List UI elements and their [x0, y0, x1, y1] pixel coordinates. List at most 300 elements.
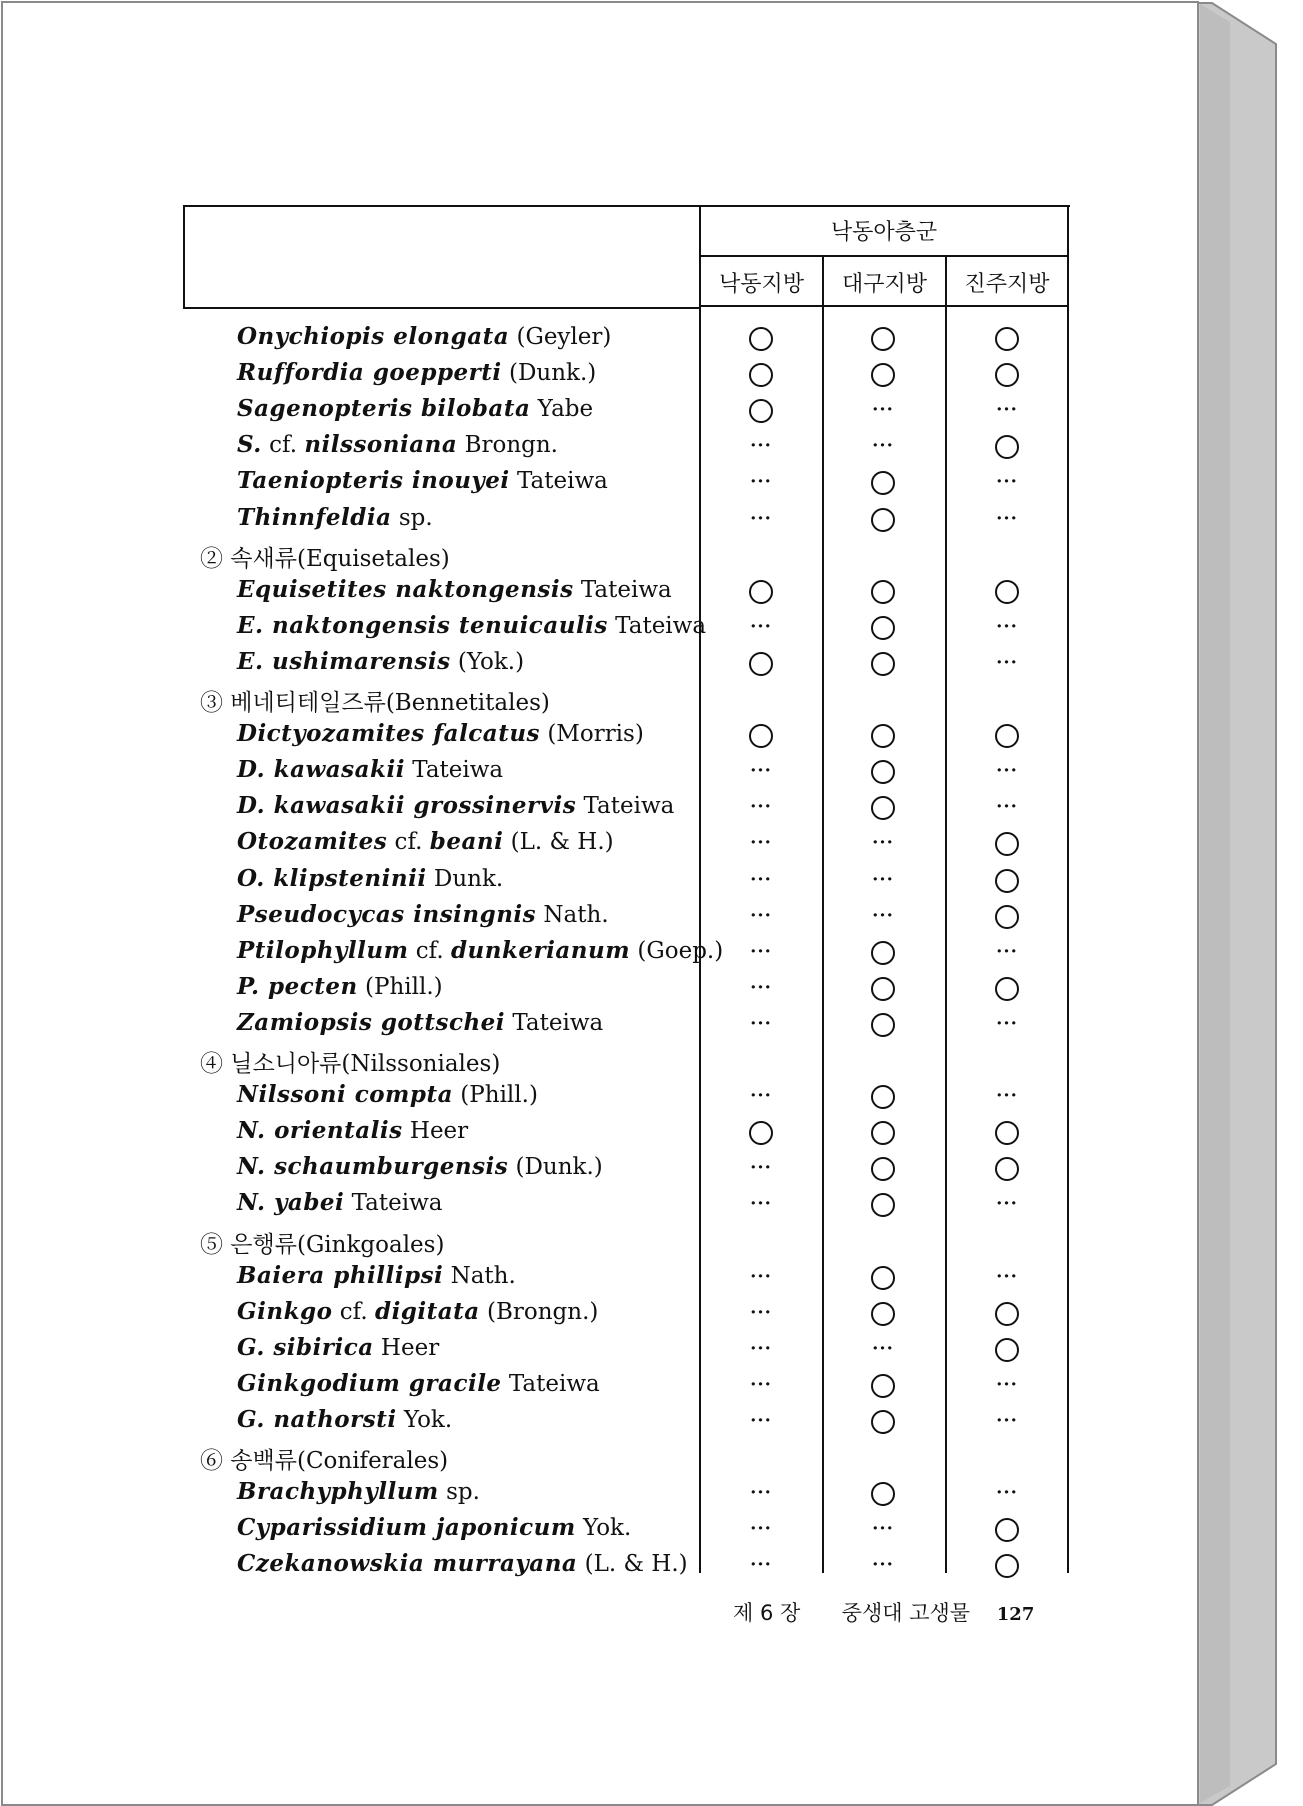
ellipsis-icon: ··· — [996, 1482, 1018, 1504]
species-name-italic: G. sibirica — [237, 1333, 374, 1361]
present-circle-icon — [863, 359, 903, 393]
species-name-italic: beani — [429, 828, 504, 856]
table-row — [183, 790, 1070, 826]
ellipsis-icon: ··· — [750, 976, 772, 998]
ellipsis-icon: ··· — [996, 796, 1018, 818]
section-label: ③ 베네티테일즈류(Bennetitales) — [200, 690, 550, 716]
absent-dots-icon — [987, 792, 1027, 822]
ellipsis-icon: ··· — [872, 1554, 894, 1576]
present-circle-icon — [741, 323, 781, 357]
absent-dots-icon — [987, 1406, 1027, 1436]
species-name-text: cf. — [408, 937, 451, 964]
species-name — [237, 1298, 598, 1325]
present-circle-icon — [987, 576, 1027, 610]
ellipsis-icon: ··· — [750, 868, 772, 890]
present-circle-icon — [741, 648, 781, 682]
table-row — [183, 718, 1070, 754]
absent-dots-icon — [741, 792, 781, 822]
species-name-text: Nath. — [536, 901, 609, 928]
page-footer — [733, 1597, 1034, 1627]
species-name-text: Brongn. — [457, 432, 558, 459]
circle-icon — [995, 327, 1019, 351]
ellipsis-icon: ··· — [750, 507, 772, 529]
absent-dots-icon — [987, 612, 1027, 642]
table-row — [183, 357, 1070, 393]
ellipsis-icon: ··· — [750, 1012, 772, 1034]
species-name — [237, 937, 723, 964]
species-name-italic: Taeniopteris inouyei — [237, 467, 510, 495]
present-circle-icon — [863, 612, 903, 646]
species-name-italic: G. nathorsti — [237, 1406, 397, 1433]
ellipsis-icon: ··· — [750, 1193, 772, 1215]
absent-dots-icon — [741, 1370, 781, 1400]
ellipsis-icon: ··· — [996, 615, 1018, 637]
table-row — [183, 429, 1070, 465]
table-row — [183, 1115, 1070, 1151]
species-name — [237, 720, 644, 747]
circle-icon — [995, 724, 1019, 748]
circle-icon — [871, 652, 895, 676]
species-name-italic: Sagenopteris bilobata — [237, 395, 531, 423]
ellipsis-icon: ··· — [750, 940, 772, 962]
species-name-text: (L. & H.) — [577, 1551, 688, 1578]
species-name-text: (L. & H.) — [503, 829, 614, 856]
table-row — [183, 899, 1070, 935]
species-name-italic: N. schaumburgensis — [237, 1153, 509, 1181]
absent-dots-icon — [987, 504, 1027, 534]
species-name-italic: N. yabei — [237, 1189, 345, 1217]
present-circle-icon — [987, 973, 1027, 1007]
species-name-italic: Ginkgodium gracile — [237, 1369, 502, 1397]
circle-icon — [871, 471, 895, 495]
absent-dots-icon — [741, 1262, 781, 1292]
ellipsis-icon: ··· — [750, 796, 772, 818]
present-circle-icon — [863, 937, 903, 971]
circle-icon — [871, 1482, 895, 1506]
species-name — [237, 323, 611, 350]
species-name-text: sp. — [391, 504, 433, 531]
species-name — [237, 1153, 603, 1180]
absent-dots-icon — [987, 1478, 1027, 1508]
ellipsis-icon: ··· — [750, 1554, 772, 1576]
circle-icon — [871, 1302, 895, 1326]
ellipsis-icon: ··· — [750, 832, 772, 854]
circle-icon — [995, 1157, 1019, 1181]
absent-dots-icon — [741, 612, 781, 642]
circle-icon — [995, 1518, 1019, 1542]
absent-dots-icon — [741, 1478, 781, 1508]
ellipsis-icon: ··· — [872, 1337, 894, 1359]
species-name-italic: dunkerianum — [450, 936, 631, 964]
header-group: 낙동아층군 — [830, 220, 938, 245]
species-name-text: Tateiwa — [576, 793, 675, 820]
section-label: ② 속새류(Equisetales) — [200, 545, 450, 572]
species-name-italic: Onychiopis elongata — [237, 323, 510, 350]
present-circle-icon — [987, 865, 1027, 899]
species-name-text: Tateiwa — [501, 1370, 600, 1397]
circle-icon — [871, 1085, 895, 1109]
species-name-text: Heer — [402, 1118, 469, 1145]
circle-icon — [995, 1121, 1019, 1145]
header-col-1: 낙동지방 — [718, 272, 804, 297]
present-circle-icon — [987, 359, 1027, 393]
ellipsis-icon: ··· — [750, 1482, 772, 1504]
present-circle-icon — [987, 901, 1027, 935]
species-name — [237, 1262, 516, 1289]
present-circle-icon — [863, 1406, 903, 1440]
table-row — [183, 465, 1070, 501]
species-name-italic: S. — [237, 431, 262, 459]
absent-dots-icon — [987, 467, 1027, 497]
circle-icon — [995, 1302, 1019, 1326]
circle-icon — [871, 508, 895, 532]
absent-dots-icon — [863, 431, 903, 461]
circle-icon — [995, 905, 1019, 929]
absent-dots-icon — [863, 1514, 903, 1544]
circle-icon — [749, 1121, 773, 1145]
absent-dots-icon — [987, 395, 1027, 425]
species-name-text: Tateiwa — [607, 612, 707, 639]
table-left-rule — [183, 205, 185, 309]
species-name-italic: D. kawasakii — [237, 756, 405, 784]
species-name-text: (Yok.) — [450, 648, 525, 675]
circle-icon — [749, 580, 773, 604]
present-circle-icon — [741, 576, 781, 610]
circle-icon — [871, 616, 895, 640]
circle-icon — [995, 1554, 1019, 1578]
absent-dots-icon — [863, 901, 903, 931]
ellipsis-icon: ··· — [996, 1085, 1018, 1107]
present-circle-icon — [863, 973, 903, 1007]
species-name-text: Yok. — [396, 1407, 453, 1433]
table-row — [183, 574, 1070, 610]
species-name — [237, 1009, 603, 1036]
species-name-text: (Geyler) — [509, 324, 612, 350]
table-top-rule — [183, 205, 1070, 207]
table-row — [183, 1260, 1070, 1296]
present-circle-icon — [863, 1370, 903, 1404]
present-circle-icon — [987, 828, 1027, 862]
species-name-italic: Cyparissidium japonicum — [237, 1514, 576, 1542]
absent-dots-icon — [741, 828, 781, 858]
absent-dots-icon — [741, 1406, 781, 1436]
species-name-italic: D. kawasakii grossinervis — [237, 792, 577, 820]
present-circle-icon — [863, 467, 903, 501]
absent-dots-icon — [987, 1009, 1027, 1039]
circle-icon — [871, 363, 895, 387]
table-row — [183, 1296, 1070, 1332]
circle-icon — [871, 1193, 895, 1217]
present-circle-icon — [863, 792, 903, 826]
species-name-italic: Dictyozamites falcatus — [237, 720, 541, 748]
ellipsis-icon: ··· — [750, 904, 772, 926]
present-circle-icon — [987, 720, 1027, 754]
species-name — [237, 1550, 688, 1577]
species-name — [237, 504, 433, 531]
absent-dots-icon — [741, 467, 781, 497]
species-name-text: (Goep.) — [630, 937, 724, 964]
present-circle-icon — [863, 1189, 903, 1223]
present-circle-icon — [863, 1262, 903, 1296]
present-circle-icon — [987, 323, 1027, 357]
ellipsis-icon: ··· — [996, 1373, 1018, 1395]
species-name-text: cf. — [332, 1298, 375, 1325]
absent-dots-icon — [863, 865, 903, 895]
species-name — [237, 756, 503, 783]
circle-icon — [871, 760, 895, 784]
species-name-text: Yabe — [530, 396, 594, 423]
present-circle-icon — [863, 504, 903, 538]
header-col-2: 대구지방 — [841, 272, 927, 297]
ellipsis-icon: ··· — [750, 1301, 772, 1323]
species-name — [237, 1478, 480, 1505]
circle-icon — [871, 796, 895, 820]
species-name-italic: Baiera phillipsi — [237, 1261, 444, 1289]
table-row — [183, 1512, 1070, 1548]
ellipsis-icon: ··· — [872, 435, 894, 457]
species-name-italic: Otozamites — [237, 828, 388, 856]
absent-dots-icon — [741, 1189, 781, 1219]
species-name — [237, 1081, 538, 1108]
table-row — [183, 646, 1070, 682]
present-circle-icon — [987, 1298, 1027, 1332]
circle-icon — [871, 327, 895, 351]
species-name — [237, 395, 593, 422]
circle-icon — [749, 399, 773, 423]
table-row — [183, 1548, 1070, 1584]
ellipsis-icon: ··· — [750, 471, 772, 493]
absent-dots-icon — [741, 901, 781, 931]
table-row — [183, 1368, 1070, 1404]
ellipsis-icon: ··· — [996, 1265, 1018, 1287]
circle-icon — [749, 724, 773, 748]
ellipsis-icon: ··· — [996, 760, 1018, 782]
absent-dots-icon — [741, 1081, 781, 1111]
circle-icon — [995, 832, 1019, 856]
absent-dots-icon — [741, 1334, 781, 1364]
species-name — [237, 1189, 443, 1216]
species-name-text: (Phill.) — [357, 973, 443, 1000]
ellipsis-icon: ··· — [750, 1265, 772, 1287]
absent-dots-icon — [741, 1298, 781, 1328]
circle-icon — [995, 363, 1019, 387]
table-row — [183, 321, 1070, 357]
species-name-text: Nath. — [443, 1262, 516, 1289]
absent-dots-icon — [741, 973, 781, 1003]
present-circle-icon — [987, 431, 1027, 465]
species-name-italic: O. klipsteninii — [237, 864, 427, 892]
section-row — [183, 1440, 1070, 1476]
circle-icon — [871, 1013, 895, 1037]
species-name-text: (Brongn.) — [479, 1298, 599, 1325]
species-name-italic: Czekanowskia murrayana — [237, 1550, 578, 1578]
species-name-text: (Dunk.) — [508, 1154, 603, 1181]
present-circle-icon — [863, 576, 903, 610]
absent-dots-icon — [741, 1550, 781, 1580]
present-circle-icon — [863, 720, 903, 754]
ellipsis-icon: ··· — [996, 1012, 1018, 1034]
ellipsis-icon: ··· — [996, 399, 1018, 421]
species-name-italic: Brachyphyllum — [237, 1478, 439, 1506]
present-circle-icon — [987, 1153, 1027, 1187]
circle-icon — [749, 363, 773, 387]
species-name — [237, 973, 443, 1000]
species-name-italic: Pseudocycas insingnis — [237, 900, 537, 928]
present-circle-icon — [987, 1514, 1027, 1548]
present-circle-icon — [863, 1009, 903, 1043]
ellipsis-icon: ··· — [750, 1410, 772, 1431]
species-name — [237, 612, 706, 639]
present-circle-icon — [863, 1153, 903, 1187]
species-name-text: Dunk. — [426, 865, 504, 892]
circle-icon — [871, 1410, 895, 1434]
species-name-italic: Ruffordia goepperti — [237, 359, 502, 387]
present-circle-icon — [741, 720, 781, 754]
species-name — [237, 1370, 600, 1397]
table-row — [183, 1079, 1070, 1115]
species-name-text: (Phill.) — [453, 1082, 538, 1109]
species-name — [237, 467, 608, 494]
absent-dots-icon — [863, 828, 903, 858]
species-name — [237, 1406, 452, 1433]
species-name-text: Tateiwa — [505, 1009, 604, 1036]
species-name-text: (Dunk.) — [501, 360, 597, 387]
absent-dots-icon — [987, 648, 1027, 678]
absent-dots-icon — [987, 1262, 1027, 1292]
absent-dots-icon — [741, 431, 781, 461]
species-name — [237, 431, 558, 458]
species-name-text: Tateiwa — [509, 468, 608, 495]
circle-icon — [871, 977, 895, 1001]
header-bottom-rule-right — [699, 305, 1069, 307]
table-row — [183, 1007, 1070, 1043]
species-name-italic: Ginkgo — [237, 1297, 333, 1325]
absent-dots-icon — [741, 865, 781, 895]
footer-chapter: 제 6 장 — [733, 1601, 801, 1625]
circle-icon — [749, 652, 773, 676]
ellipsis-icon: ··· — [750, 1518, 772, 1540]
present-circle-icon — [741, 359, 781, 393]
species-name — [237, 828, 614, 855]
table-row — [183, 863, 1070, 899]
present-circle-icon — [863, 756, 903, 790]
circle-icon — [995, 435, 1019, 459]
species-name-text: Tateiwa — [344, 1190, 443, 1217]
section-label: ⑤ 은행류(Ginkgoales) — [200, 1231, 445, 1258]
species-name-text: Heer — [373, 1334, 440, 1361]
present-circle-icon — [987, 1117, 1027, 1151]
ellipsis-icon: ··· — [996, 507, 1018, 529]
ellipsis-icon: ··· — [872, 904, 894, 926]
present-circle-icon — [863, 648, 903, 682]
section-row — [183, 682, 1070, 718]
present-circle-icon — [987, 1550, 1027, 1584]
table-row — [183, 935, 1070, 971]
species-name-italic: Nilssoni compta — [237, 1081, 453, 1109]
section-row — [183, 1224, 1070, 1260]
species-name-text: sp. — [438, 1479, 480, 1506]
species-name-italic: E. naktongensis tenuicaulis — [237, 611, 608, 639]
table-row — [183, 1151, 1070, 1187]
table-row — [183, 754, 1070, 790]
circle-icon — [995, 977, 1019, 1001]
absent-dots-icon — [987, 1370, 1027, 1400]
species-name-italic: Ptilophyllum — [237, 936, 409, 964]
absent-dots-icon — [741, 1514, 781, 1544]
ellipsis-icon: ··· — [996, 940, 1018, 962]
ellipsis-icon: ··· — [750, 1085, 772, 1107]
species-name-text: cf. — [387, 829, 430, 856]
ellipsis-icon: ··· — [750, 760, 772, 782]
absent-dots-icon — [987, 937, 1027, 967]
ellipsis-icon: ··· — [750, 435, 772, 457]
species-name — [237, 648, 524, 675]
table-row — [183, 502, 1070, 538]
absent-dots-icon — [863, 1334, 903, 1364]
fossil-table — [183, 205, 1070, 1578]
species-name-italic: N. orientalis — [237, 1117, 403, 1145]
absent-dots-icon — [741, 504, 781, 534]
species-name — [237, 1117, 468, 1144]
ellipsis-icon: ··· — [996, 651, 1018, 673]
species-name-text: cf. — [261, 432, 305, 459]
species-name-italic: nilssoniana — [304, 431, 458, 459]
species-name — [237, 792, 674, 819]
species-name — [237, 1334, 439, 1361]
table-row — [183, 393, 1070, 429]
circle-icon — [995, 1338, 1019, 1362]
species-name — [237, 576, 672, 603]
species-name-italic: digitata — [374, 1297, 480, 1325]
table-row — [183, 1404, 1070, 1440]
table-row — [183, 1332, 1070, 1368]
circle-icon — [749, 327, 773, 351]
present-circle-icon — [863, 1298, 903, 1332]
ellipsis-icon: ··· — [750, 1373, 772, 1395]
present-circle-icon — [863, 323, 903, 357]
circle-icon — [995, 869, 1019, 893]
present-circle-icon — [987, 1334, 1027, 1368]
ellipsis-icon: ··· — [996, 1410, 1018, 1431]
species-name-text: (Morris) — [540, 721, 644, 748]
circle-icon — [871, 1121, 895, 1145]
ellipsis-icon: ··· — [872, 868, 894, 890]
header-col-3: 진주지방 — [964, 272, 1050, 297]
ellipsis-icon: ··· — [996, 1193, 1018, 1215]
absent-dots-icon — [741, 1153, 781, 1183]
section-row — [183, 538, 1070, 574]
present-circle-icon — [741, 395, 781, 429]
circle-icon — [995, 580, 1019, 604]
species-name-text: Yok. — [575, 1515, 632, 1542]
circle-icon — [871, 1157, 895, 1181]
circle-icon — [871, 1374, 895, 1398]
present-circle-icon — [863, 1117, 903, 1151]
ellipsis-icon: ··· — [750, 615, 772, 637]
species-name-text: Tateiwa — [573, 576, 672, 603]
absent-dots-icon — [741, 756, 781, 786]
species-name — [237, 1514, 631, 1541]
circle-icon — [871, 1266, 895, 1290]
header-bottom-rule — [183, 307, 699, 309]
species-name-text: Tateiwa — [404, 757, 504, 784]
ellipsis-icon: ··· — [750, 1337, 772, 1359]
present-circle-icon — [741, 1117, 781, 1151]
circle-icon — [871, 580, 895, 604]
circle-icon — [871, 941, 895, 965]
ellipsis-icon: ··· — [872, 1518, 894, 1540]
species-name-italic: Thinnfeldia — [237, 503, 392, 531]
